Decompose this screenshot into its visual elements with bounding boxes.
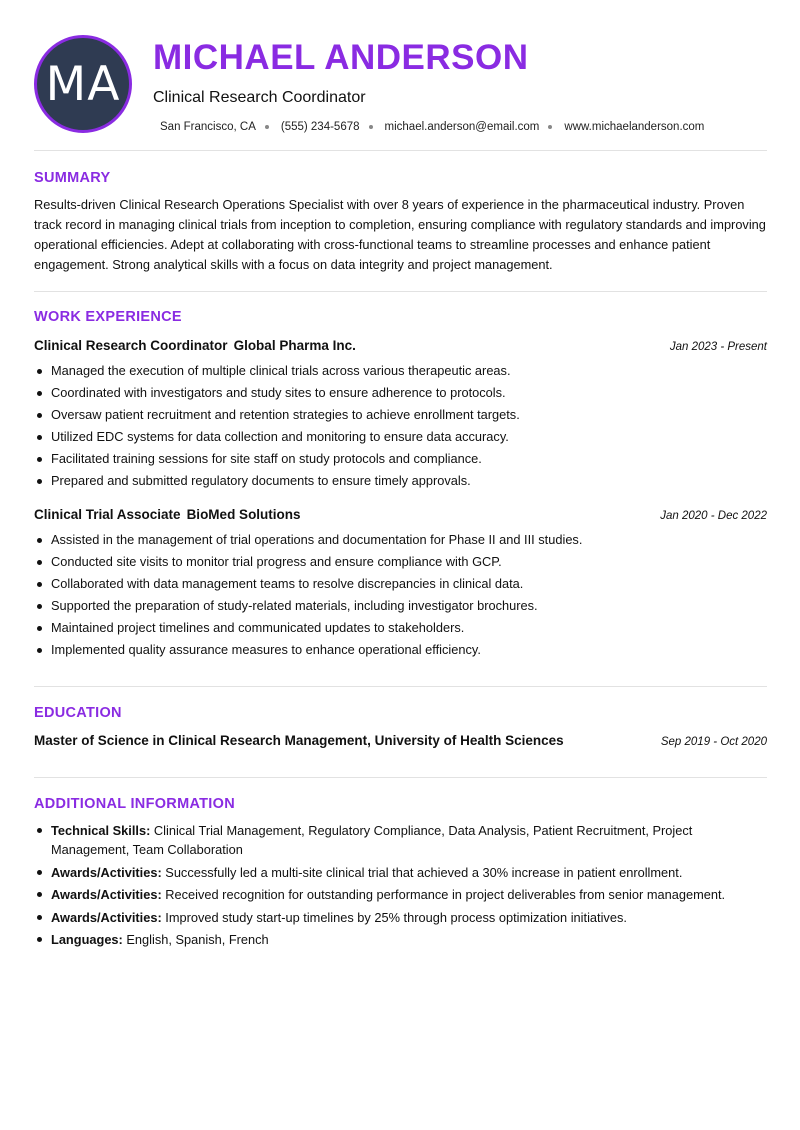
list-item: Supported the preparation of study-related materials, including investigator brochures. [34,595,767,617]
avatar-initials: MA [45,56,121,112]
list-item [34,908,767,927]
separator-dot-icon [265,125,269,129]
separator-dot-icon [369,125,373,129]
section-divider [34,777,767,778]
list-item: Maintained project timelines and communicated updates to stakeholders. [34,617,767,639]
info-label: Awards/Activities: [51,887,162,902]
job-role: Clinical Research Coordinator [34,338,228,353]
info-text: Received recognition for outstanding performance in project deliverables from senior management. [165,887,726,902]
info-label: Awards/Activities: [51,864,162,880]
list-item [34,821,767,859]
contact-website[interactable]: www.michaelanderson.com [564,121,705,133]
info-text: Improved study start-up timelines by 25% through process optimization initiatives. [165,909,627,925]
list-item: Coordinated with investigators and study sites to ensure adherence to protocols. [34,382,767,404]
job-header [34,338,767,353]
list-item [34,885,767,904]
education-degree: Master of Science in Clinical Research Management, University of Health Sciences [34,733,564,748]
job-header [34,507,767,522]
job-title-line [34,507,301,522]
education-entry [34,733,767,748]
list-item: Collaborated with data management teams to resolve discrepancies in clinical data. [34,573,767,595]
job-company: BioMed Solutions [186,507,301,522]
job-company: Global Pharma Inc. [233,338,356,353]
list-item: Managed the execution of multiple clinical trials across various therapeutic areas. [34,360,767,382]
avatar [34,35,132,133]
list-item [34,930,767,949]
list-item: Assisted in the management of trial operations and documentation for Phase II and III studies. [34,529,767,551]
info-label: Technical Skills: [51,823,151,838]
list-item [34,863,767,882]
contact-bar [160,121,704,133]
experience-heading: WORK EXPERIENCE [34,309,182,325]
candidate-title: Clinical Research Coordinator [153,89,366,106]
list-item: Implemented quality assurance measures to enhance operational efficiency. [34,639,767,661]
job-dates: Jan 2020 - Dec 2022 [660,510,767,522]
contact-location: San Francisco, CA [160,121,256,133]
job-role: Clinical Trial Associate [34,507,181,522]
education-dates: Sep 2019 - Oct 2020 [660,736,767,748]
job-dates: Jan 2023 - Present [669,341,767,353]
job-bullets [34,360,767,492]
section-divider [34,150,767,151]
list-item: Oversaw patient recruitment and retention strategies to achieve enrollment targets. [34,404,767,426]
job-bullets [34,529,767,661]
info-text: Clinical Trial Management, Regulatory Compliance, Data Analysis, Patient Recruitment, Project Management, Team Collaboration [51,823,693,857]
info-text: Successfully led a multi-site clinical trial that achieved a 30% increase in patient enrollment. [165,864,683,880]
contact-phone: (555) 234-5678 [280,121,360,133]
candidate-name: MICHAEL ANDERSON [153,38,529,77]
summary-text: Results-driven Clinical Research Operations Specialist with over 8 years of experience in the pharmaceutical industry. Proven track record in managing clinical trials from inception to completion, ensuring compliance with regulatory standards and improving operational efficiencies. Adept at collaborating with cross-functional teams to streamline processes and enhance patient engagement. Strong analytical skills with a focus on data integrity and project management. [34,197,766,272]
list-item: Facilitated training sessions for site staff on study protocols and compliance. [34,448,767,470]
separator-dot-icon [548,125,552,129]
job-title-line [34,338,356,353]
contact-email[interactable]: michael.anderson@email.com [384,121,540,133]
additional-list [34,821,767,953]
summary-heading: SUMMARY [34,170,111,186]
section-divider [34,686,767,687]
section-divider [34,291,767,292]
info-label: Languages: [51,932,123,947]
list-item: Prepared and submitted regulatory documents to ensure timely approvals. [34,470,767,492]
additional-heading: ADDITIONAL INFORMATION [34,796,235,812]
info-label: Awards/Activities: [51,909,162,925]
education-heading: EDUCATION [34,705,122,721]
list-item: Utilized EDC systems for data collection and monitoring to ensure data accuracy. [34,426,767,448]
list-item: Conducted site visits to monitor trial progress and ensure compliance with GCP. [34,551,767,573]
info-text: English, Spanish, French [126,932,269,947]
